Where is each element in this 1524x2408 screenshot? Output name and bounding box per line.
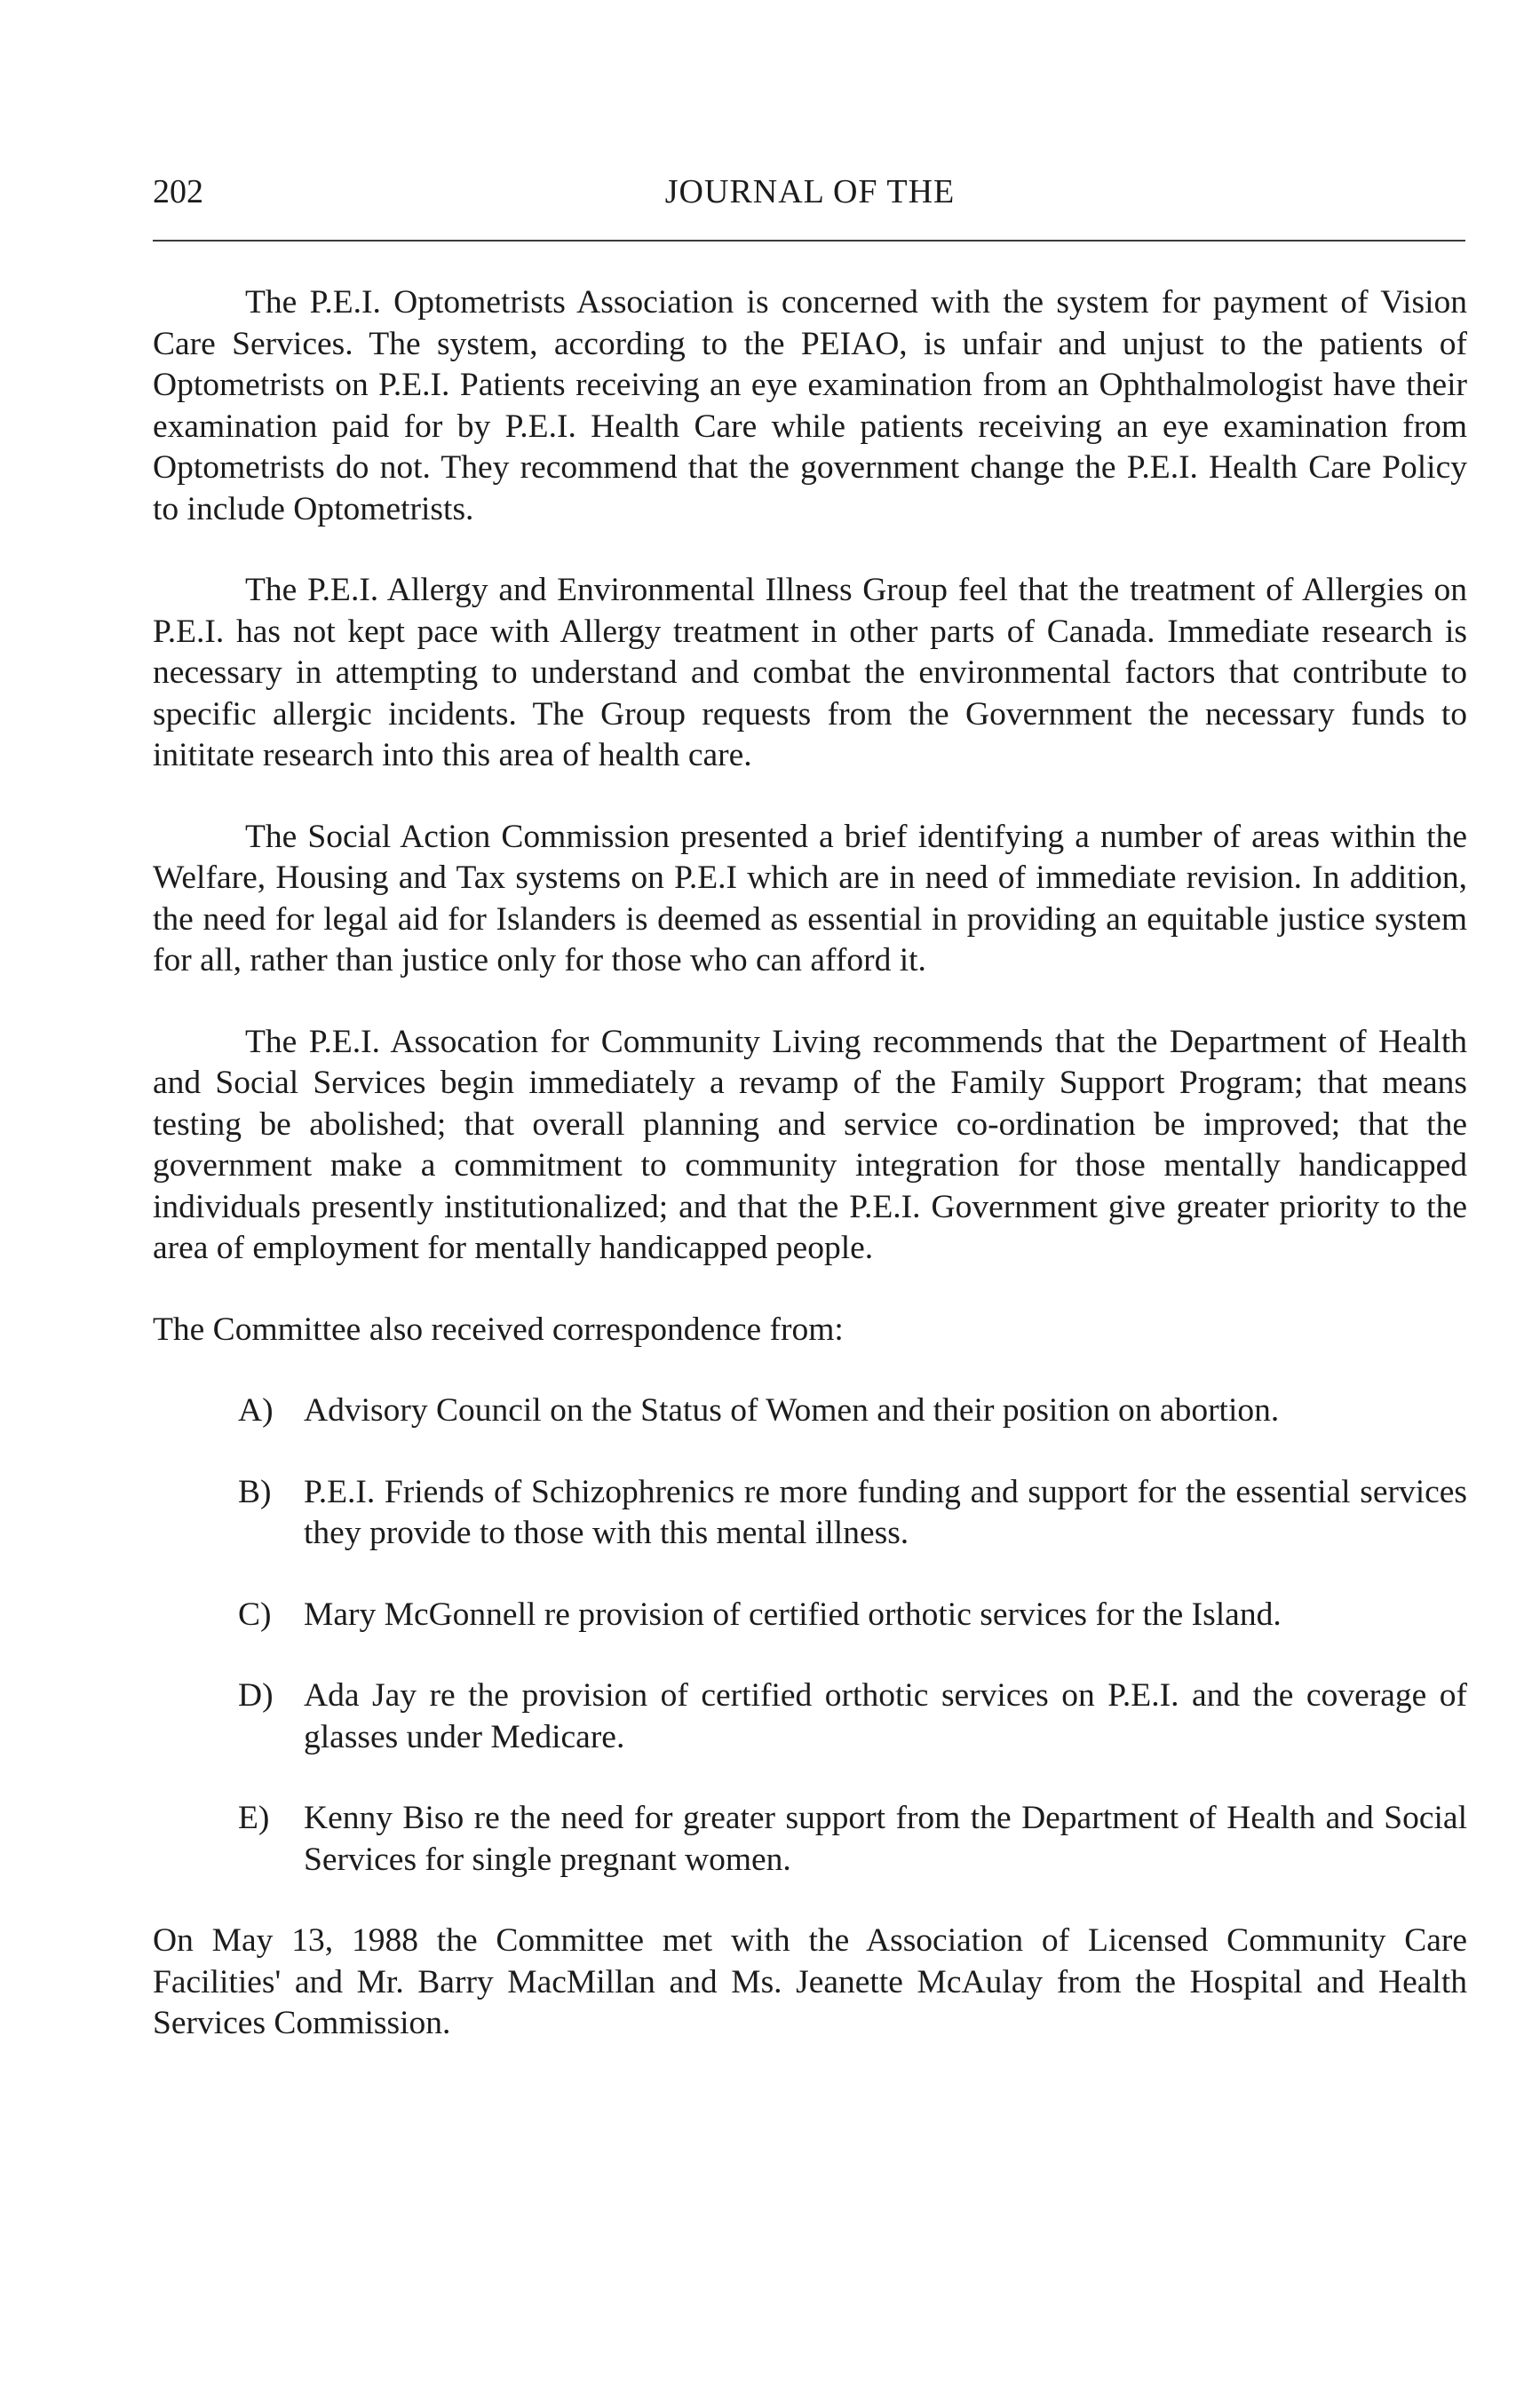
correspondence-intro: The Committee also received correspondence from: [153,1311,844,1348]
running-title: JOURNAL OF THE [664,173,956,210]
list-marker: D) [238,1677,274,1714]
page-header [153,167,1467,217]
header-rule [153,240,1465,242]
list-marker: B) [238,1473,272,1510]
list-marker: C) [238,1596,272,1633]
page-body [153,282,1467,2085]
page-number: 202 [153,173,203,210]
list-item [153,1595,1467,1636]
paragraph-social-action: The Social Action Commission presented a brief identifying a number of areas within the Welfare, Housing and Tax systems on P.E.I which are in need of immediate revision. In addition, the need for legal aid for Islanders is deemed as essential in providing an equitable justice system for all, rather than justice only for those who can afford it. [153,818,1467,978]
list-item-text: Kenny Biso re the need for greater support from the Department of Health and Social Services for single pregnant women. [304,1800,1467,1878]
list-marker: E) [238,1800,270,1836]
list-item-text: Mary McGonnell re provision of certified orthotic services for the Island. [304,1596,1282,1633]
list-item [153,1675,1467,1758]
list-item-text: Ada Jay re the provision of certified orthotic services on P.E.I. and the coverage of glasses under Medicare. [304,1677,1467,1755]
paragraph-allergy-group: The P.E.I. Allergy and Environmental Illness Group feel that the treatment of Allergies on P.E.I. has not kept pace with Allergy treatment in other parts of Canada. Immediate research is necessary in attempting to understand and combat the environmental factors that contribute to specific allergic incidents. The Group requests from the Government the necessary funds to inititate research into this area of health care. [153,572,1467,773]
list-marker: A) [238,1392,274,1429]
list-item [153,1798,1467,1881]
list-item-text: Advisory Council on the Status of Women and their position on abortion. [304,1392,1280,1429]
list-item [153,1472,1467,1555]
list-item-text: P.E.I. Friends of Schizophrenics re more funding and support for the essential services they provide to those with this mental illness. [304,1473,1467,1551]
paragraph-community-living: The P.E.I. Assocation for Community Living recommends that the Department of Health and Social Services begin immediately a revamp of the Family Support Program; that means testing be abolished; that overall planning and service co-ordination be improved; that the government make a commitment to community integration for those mentally handicapped individuals presently institutionalized; and that the P.E.I. Government give greater priority to the area of employment for mentally handicapped people. [153,1023,1467,1266]
correspondence-list [153,1390,1467,1881]
closing-paragraph: On May 13, 1988 the Committee met with the Association of Licensed Community Care Facilities' and Mr. Barry MacMillan and Ms. Jeanette McAulay from the Hospital and Health Services Commission. [153,1922,1467,2041]
list-item [153,1390,1467,1432]
paragraph-optometrists: The P.E.I. Optometrists Association is concerned with the system for payment of Vision Care Services. The system, according to the PEIAO, is unfair and unjust to the patients of Optometrists on P.E.I. Patients receiving an eye examination from an Ophthalmologist have their examination paid for by P.E.I. Health Care while patients receiving an eye examination from Optometrists do not. They recommend that the government change the P.E.I. Health Care Policy to include Optometrists. [153,284,1467,527]
